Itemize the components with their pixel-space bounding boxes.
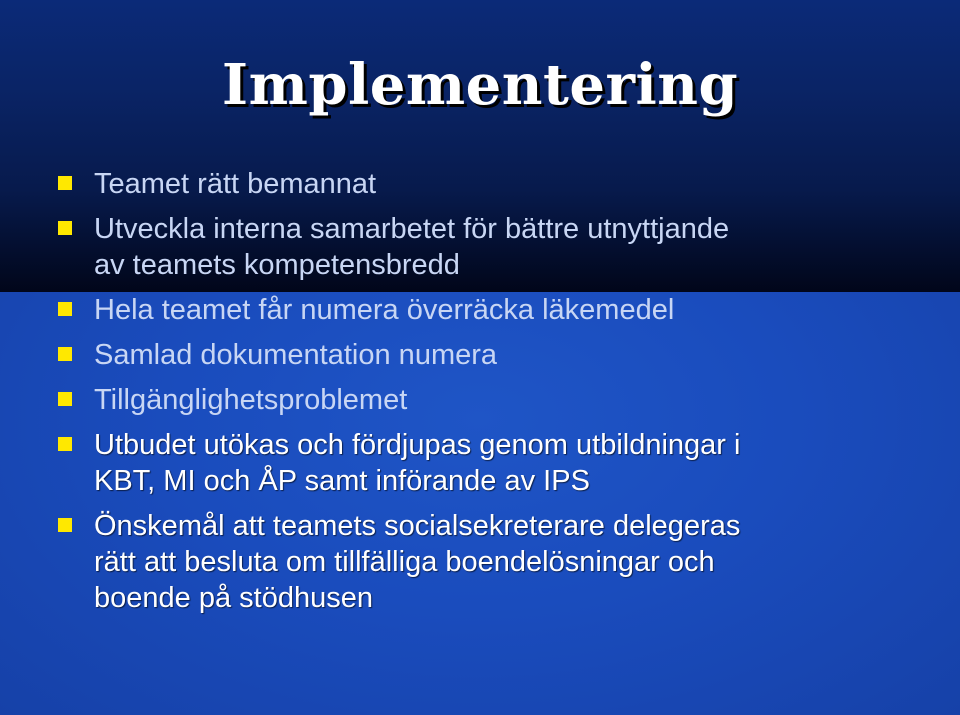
bullet-text: KBT, MI och ÅP samt införande av IPS (94, 465, 590, 497)
bullet-text: Hela teamet får numera överräcka läkemedel (94, 294, 675, 326)
bullet-text: Utbudet utökas och fördjupas genom utbildningar i (94, 429, 741, 461)
bullet-item (58, 382, 918, 418)
square-bullet-icon (58, 176, 72, 190)
bullet-text: Önskemål att teamets socialsekreterare delegeras (94, 510, 741, 542)
square-bullet-icon (58, 437, 72, 451)
square-bullet-icon (58, 392, 72, 406)
bullet-item (58, 508, 918, 616)
bullet-text: rätt att besluta om tillfälliga boendelösningar och (94, 546, 715, 578)
slide-title: Implementering (221, 52, 739, 118)
square-bullet-icon (58, 302, 72, 316)
bullet-item (58, 337, 918, 373)
bullet-item (58, 427, 918, 499)
bullet-text: Teamet rätt bemannat (94, 168, 377, 200)
bullet-text: boende på stödhusen (94, 582, 373, 614)
bullet-list (58, 166, 918, 625)
bullet-text: Samlad dokumentation numera (94, 339, 498, 371)
square-bullet-icon (58, 518, 72, 532)
square-bullet-icon (58, 221, 72, 235)
bullet-text: Utveckla interna samarbetet för bättre utnyttjande (94, 213, 730, 245)
bullet-item (58, 292, 918, 328)
bullet-text: Tillgänglighetsproblemet (94, 384, 408, 416)
square-bullet-icon (58, 347, 72, 361)
bullet-item (58, 211, 918, 283)
bullet-text: av teamets kompetensbredd (94, 249, 460, 281)
bullet-item (58, 166, 918, 202)
